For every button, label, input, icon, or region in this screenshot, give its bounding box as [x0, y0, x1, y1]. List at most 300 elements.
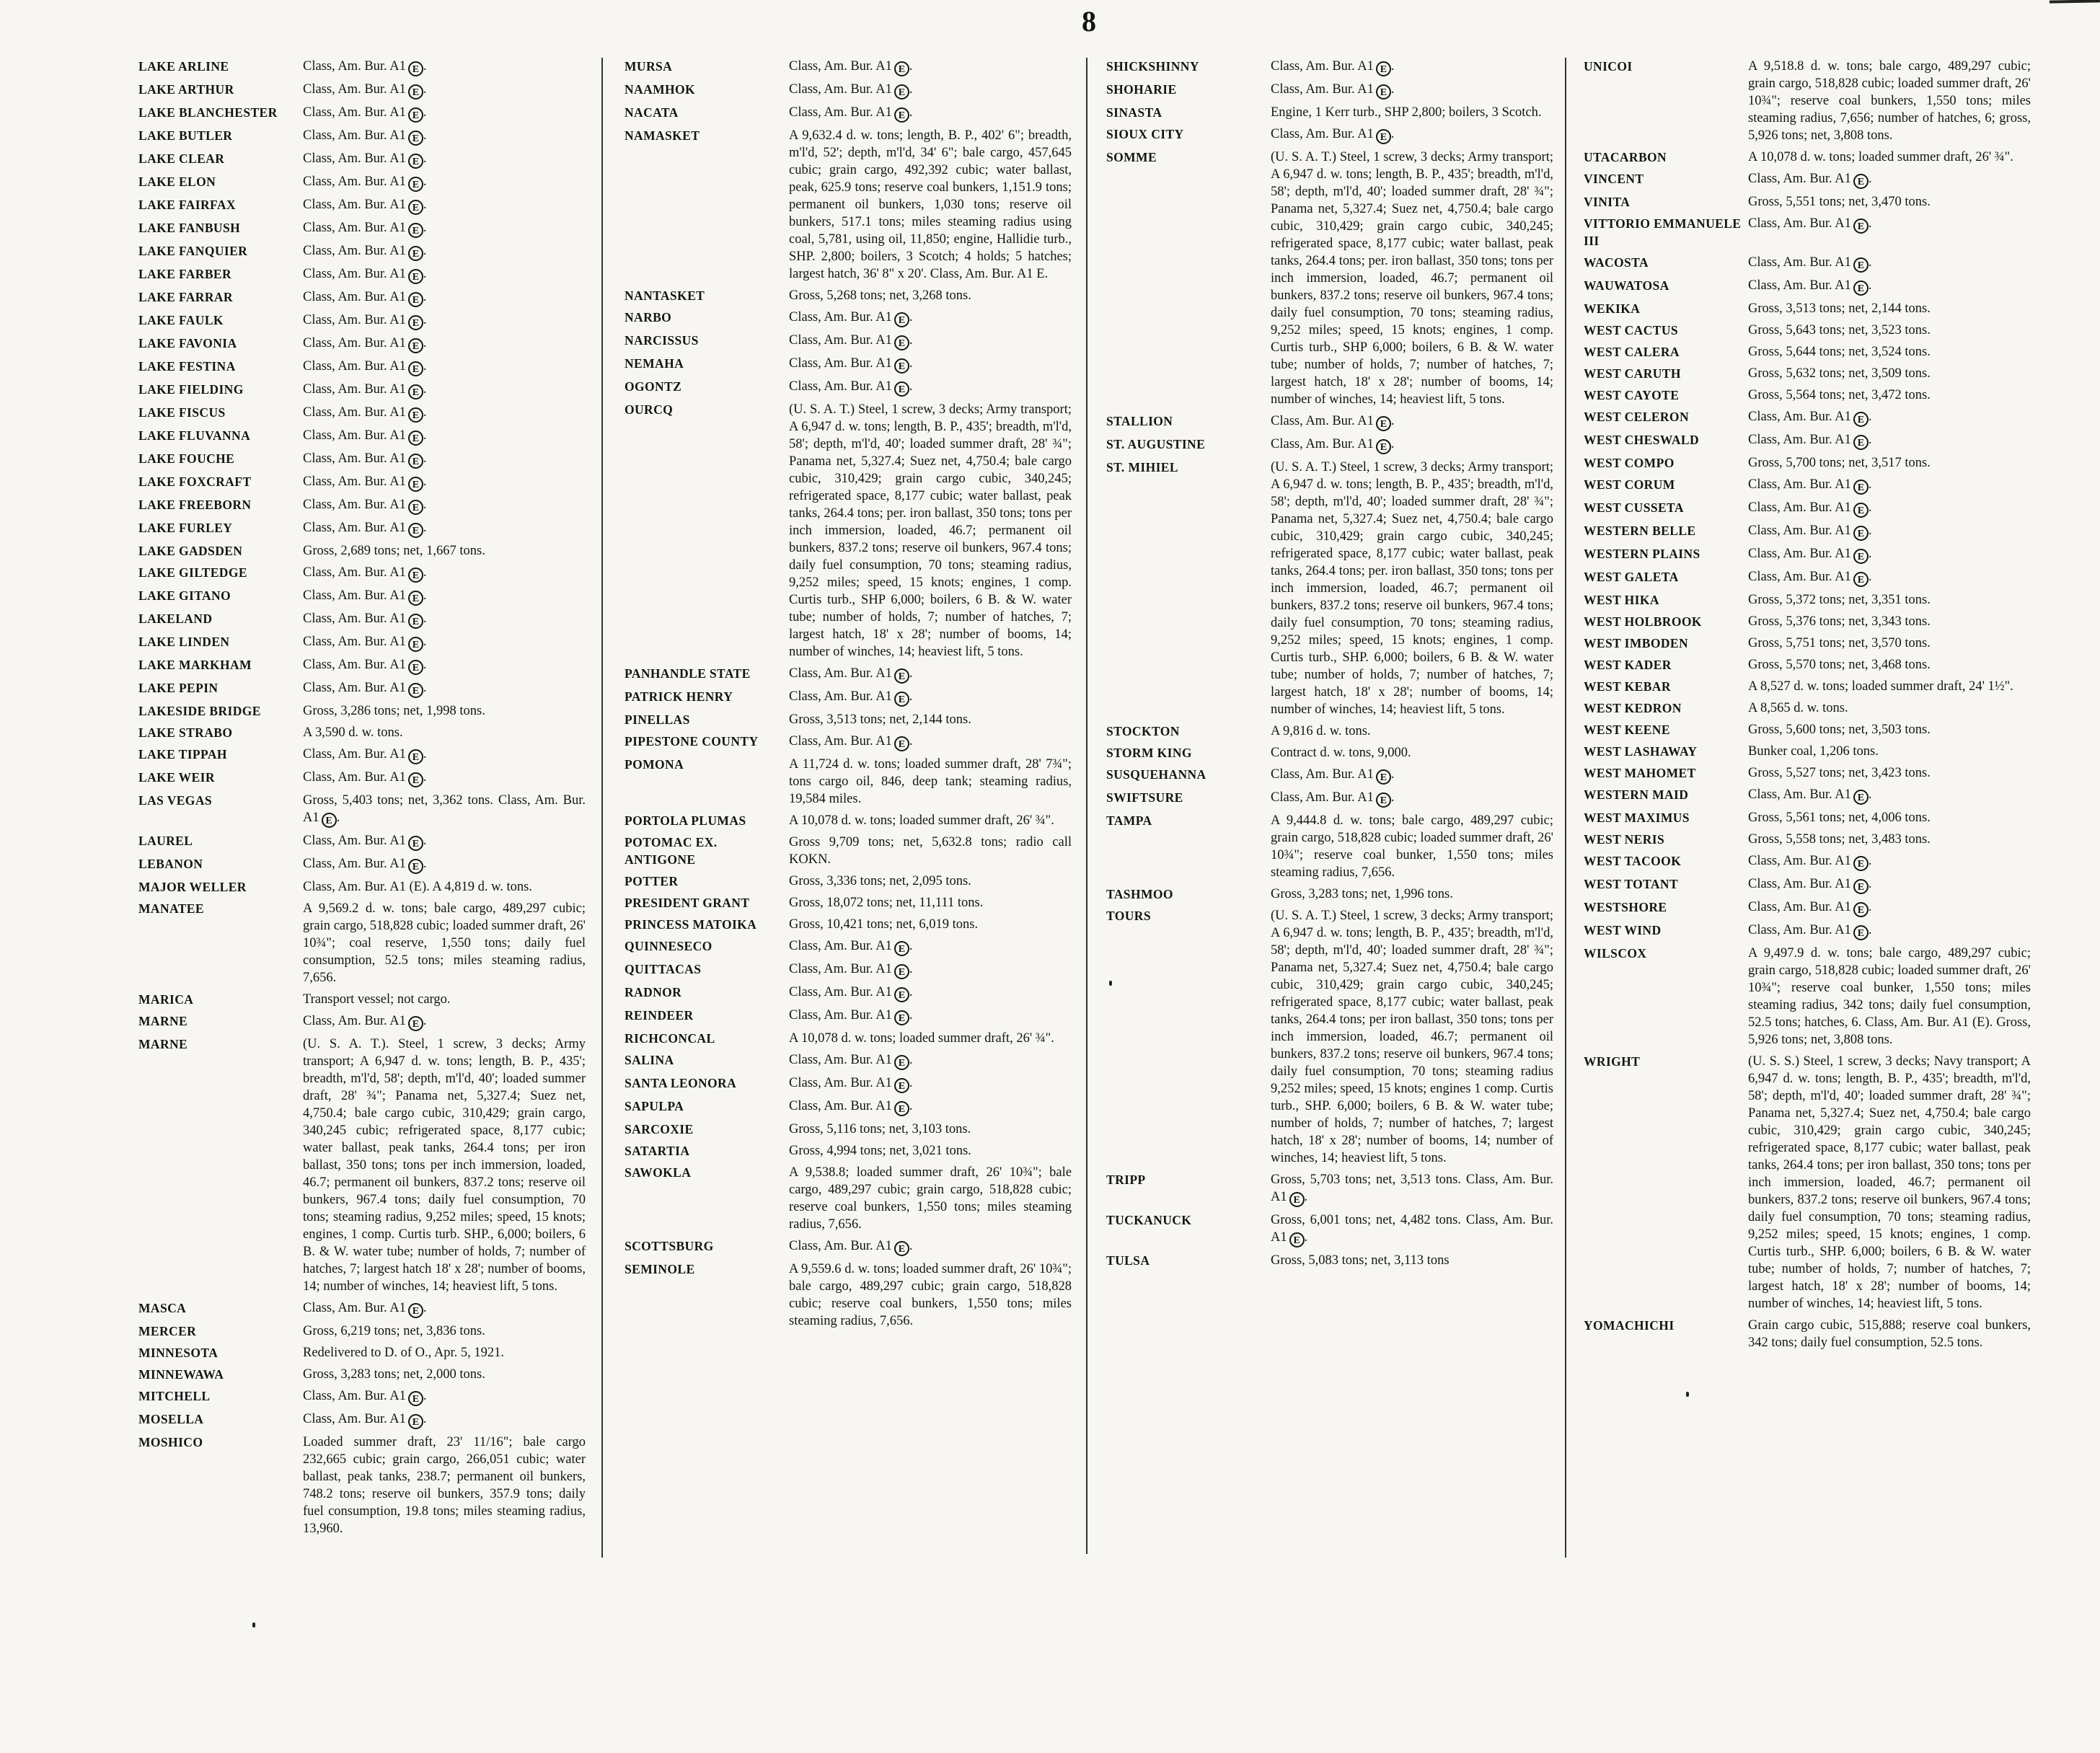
ship-entry	[625, 1098, 1072, 1116]
ship-entry	[1584, 699, 2031, 717]
circled-e-icon: E	[408, 454, 423, 469]
ship-entry	[1106, 459, 1553, 718]
ship-name: ST. AUGUSTINE	[1106, 437, 1206, 451]
ship-description-text: Class, Am. Bur. A1	[1271, 127, 1374, 141]
circled-e-icon: E	[1289, 1192, 1305, 1207]
ship-description	[300, 610, 586, 629]
ship-name: WEST MAXIMUS	[1584, 811, 1690, 825]
ship-description-text: Class, Am. Bur. A1	[303, 635, 406, 649]
ship-description-text: Class, Am. Bur. A1 (E). A 4,819 d. w. tons.	[303, 880, 532, 894]
ship-description	[1745, 408, 2031, 427]
ship-description-text: Bunker coal, 1,206 tons.	[1748, 744, 1879, 759]
ship-description-text: Class, Am. Bur. A1	[303, 747, 406, 761]
ship-description-text: Gross, 3,513 tons; net, 2,144 tons.	[1748, 301, 1931, 316]
circled-e-icon: E	[408, 384, 423, 399]
ship-entry	[625, 733, 1072, 751]
ship-description-text: Gross, 5,558 tons; net, 3,483 tons.	[1748, 832, 1931, 847]
ship-name: WILSCOX	[1584, 946, 1647, 961]
period-mark: .	[1868, 524, 1872, 538]
period-mark: .	[909, 1099, 913, 1113]
circled-e-icon: E	[408, 154, 423, 169]
circled-e-icon: E	[408, 361, 423, 376]
ship-description	[786, 104, 1072, 123]
period-mark: .	[909, 1053, 913, 1067]
ship-name: SIOUX CITY	[1106, 127, 1184, 141]
ship-description	[1745, 58, 2031, 144]
ship-description	[1745, 898, 2031, 917]
ship-entry	[1584, 476, 2031, 495]
ship-description	[786, 58, 1072, 76]
circled-e-icon: E	[408, 523, 423, 538]
ship-description	[300, 104, 586, 123]
ship-name: VINCENT	[1584, 172, 1644, 186]
period-mark: .	[909, 985, 913, 999]
period-mark: .	[423, 359, 427, 374]
ship-name: LAKE GILTEDGE	[138, 565, 247, 580]
ship-description-text: Class, Am. Bur. A1	[789, 985, 892, 999]
ship-name: SARCOXIE	[625, 1122, 694, 1136]
ship-name: WEST KEENE	[1584, 723, 1670, 737]
ship-name: MARNE	[138, 1014, 188, 1028]
ship-description	[1745, 322, 2031, 339]
ship-description-text: Gross, 5,700 tons; net, 3,517 tons.	[1748, 456, 1931, 470]
ship-name: NANTASKET	[625, 288, 705, 303]
ship-entry	[138, 832, 586, 851]
ship-name: WEST KEDRON	[1584, 701, 1682, 715]
ship-description-text: Class, Am. Bur. A1	[1748, 172, 1851, 186]
period-mark: .	[1868, 787, 1872, 802]
ship-entry	[625, 711, 1072, 728]
ship-description	[786, 711, 1072, 728]
ship-description	[1745, 1317, 2031, 1351]
ship-description	[1745, 721, 2031, 738]
ship-description	[1745, 254, 2031, 273]
period-mark: .	[1868, 500, 1872, 515]
ship-description-text: Class, Am. Bur. A1	[303, 428, 406, 443]
ship-entry	[138, 150, 586, 169]
circled-e-icon: E	[1853, 526, 1869, 541]
ship-description	[1745, 743, 2031, 760]
ship-entry	[1106, 1171, 1553, 1207]
ship-entry	[625, 916, 1072, 933]
ship-description	[300, 1344, 586, 1361]
ship-description-text: Class, Am. Bur. A1	[303, 59, 406, 74]
ship-entry	[1106, 149, 1553, 408]
ship-entry	[1584, 193, 2031, 211]
ship-name: MINNEWAWA	[138, 1367, 224, 1382]
ship-description	[300, 404, 586, 423]
ship-name: PIPESTONE COUNTY	[625, 734, 759, 749]
ship-name: LAKE FESTINA	[138, 359, 236, 374]
period-mark: .	[423, 658, 427, 672]
circled-e-icon: E	[894, 736, 909, 751]
ship-description	[300, 542, 586, 560]
period-mark: .	[423, 857, 427, 871]
ship-description-text: Class, Am. Bur. A1	[1748, 854, 1851, 868]
ship-name: LAKE STRABO	[138, 725, 233, 740]
ship-description-text: Class, Am. Bur. A1	[1748, 477, 1851, 492]
period-mark: .	[1390, 59, 1395, 74]
ship-entry	[1584, 568, 2031, 587]
ship-entry	[138, 542, 586, 560]
circled-e-icon: E	[894, 1078, 909, 1093]
ship-name: WESTSHORE	[1584, 900, 1667, 914]
ship-name: WACOSTA	[1584, 255, 1649, 270]
ship-name: LAKE ELON	[138, 175, 216, 189]
ship-name: WEST CHESWALD	[1584, 433, 1699, 447]
ship-description	[1745, 922, 2031, 940]
circled-e-icon: E	[1853, 902, 1869, 917]
ship-entry	[1584, 522, 2031, 541]
ship-description	[300, 450, 586, 469]
ship-description-text: A 9,816 d. w. tons.	[1271, 724, 1371, 738]
ship-description	[1745, 454, 2031, 472]
ship-name: SHOHARIE	[1106, 82, 1177, 97]
ship-name: WEST CACTUS	[1584, 323, 1678, 337]
ship-description-text: Class, Am. Bur. A1	[303, 1412, 406, 1426]
ship-name: WEST KADER	[1584, 658, 1672, 672]
circled-e-icon: E	[894, 107, 909, 123]
ship-description-text: A 9,444.8 d. w. tons; bale cargo, 489,297 cubic; grain cargo, 518,828 cubic; loaded summer draft, 26' 10¾"; reserve coal bunker, 1,550 tons; miles steaming radius, 7,656.	[1271, 813, 1553, 880]
ship-entry	[625, 1121, 1072, 1138]
ship-description	[786, 355, 1072, 374]
scan-speck	[252, 1622, 255, 1628]
period-mark: .	[423, 451, 427, 466]
ship-entry	[138, 58, 586, 76]
ship-description-text: Gross, 5,551 tons; net, 3,470 tons.	[1748, 195, 1931, 209]
ship-description-text: Gross, 18,072 tons; net, 11,111 tons.	[789, 896, 984, 910]
ship-description	[300, 58, 586, 76]
ship-entry	[1106, 812, 1553, 881]
circled-e-icon: E	[894, 692, 909, 707]
ship-name: LAKE LINDEN	[138, 635, 230, 649]
ship-entry	[1584, 545, 2031, 564]
ship-description	[1745, 613, 2031, 630]
ship-name: WAUWATOSA	[1584, 278, 1669, 293]
ship-description	[1745, 1053, 2031, 1312]
ship-description	[786, 812, 1072, 829]
ship-description	[300, 1012, 586, 1031]
ship-entry	[625, 127, 1072, 283]
ship-entry	[1584, 656, 2031, 674]
circled-e-icon: E	[1853, 218, 1869, 234]
ship-description-text: (U. S. A. T.) Steel, 1 screw, 3 decks; Army transport; A 6,947 d. w. tons; length, B. P., 435'; breadth, m'l'd, 58'; depth, m'l'd, 40'; loaded summer draft, 28' ¾"; Panama net, 5,327.4; Suez net, 4,750.4; bale cargo cubic, 310,429; grain cargo cubic, 340,245; refrigerated space, 8,177 cubic; water ballast, peak tanks, 264.4 tons; per. iron ballast, 350 tons; tons per inch immersion, loaded, 46.7; permanent oil bunkers, 837.2 tons; reserve oil bunkers, 967.4 tons; daily fuel consumption, 70 tons; steaming radius, 9,252 miles; speed, 15 knots; engines, 1 comp. Curtis turb., SHP 6,000; boilers, 6 B. & W. water tube; number of holds, 7; number of hatches, 7; largest hatch, 18' x 28'; number of booms, 14; number of winches, 14; heaviest lift, 5 tons.	[789, 402, 1072, 659]
ship-name: MINNESOTA	[138, 1346, 219, 1360]
ship-entry	[138, 564, 586, 583]
ship-description-text: Class, Am. Bur. A1	[303, 221, 406, 235]
ship-entry	[138, 1410, 586, 1429]
ship-description-text: Gross, 10,421 tons; net, 6,019 tons.	[789, 917, 979, 932]
ship-description	[1268, 1211, 1553, 1248]
ship-entry	[138, 656, 586, 675]
ship-name: POMONA	[625, 757, 684, 772]
ship-description-text: Gross, 5,403 tons; net, 3,362 tons. Class, Am. Bur. A1	[303, 793, 586, 825]
ship-description-text: A 10,078 d. w. tons; loaded summer draft, 26' ¾".	[789, 813, 1054, 828]
ship-description-text: Class, Am. Bur. A1	[1748, 570, 1851, 584]
ship-description-text: A 11,724 d. w. tons; loaded summer draft, 28' 7¾"; tons cargo oil, 846, deep tank; steaming radius, 19,584 miles.	[789, 757, 1072, 806]
ship-description-text: Gross, 3,283 tons; net, 2,000 tons.	[303, 1367, 485, 1382]
ship-description-text: A 9,559.6 d. w. tons; loaded summer draft, 26' 10¾"; bale cargo, 489,297 cubic; grain cargo, 518,828 cubic; reserve coal bunkers, 1,550 tons; miles steaming radius, 7,656.	[789, 1262, 1072, 1328]
ship-description-text: Gross, 3,513 tons; net, 2,144 tons.	[789, 712, 971, 727]
period-mark: .	[423, 175, 427, 189]
ship-entry	[625, 287, 1072, 304]
ship-name: LAKE FOUCHE	[138, 451, 235, 466]
ship-entry	[1106, 81, 1553, 100]
period-mark: .	[909, 689, 913, 704]
ship-entry	[1584, 743, 2031, 760]
ship-entry	[625, 665, 1072, 684]
ship-description-text: Gross, 5,643 tons; net, 3,523 tons.	[1748, 323, 1931, 337]
period-mark: .	[1868, 410, 1872, 424]
ship-description-text: Class, Am. Bur. A1	[303, 82, 406, 97]
period-mark: .	[423, 382, 427, 397]
ship-description-text: Class, Am. Bur. A1	[789, 379, 892, 394]
circled-e-icon: E	[408, 315, 423, 330]
ship-description	[300, 724, 586, 741]
period-mark: .	[423, 336, 427, 350]
ship-entry	[625, 1030, 1072, 1047]
ship-description-text: A 9,497.9 d. w. tons; bale cargo, 489,297 cubic; grain cargo, 518,828 cubic; loaded summer draft, 26' 10¾"; reserve coal bunker, 1,550 tons; miles steaming radius, 342 tons; daily fuel consumption, 52.5 tons; hatches, 6. Class, Am. Bur. A1 (E). Gross, 5,926 tons; net, 3,808 tons.	[1748, 946, 2031, 1047]
ship-description-text: Class, Am. Bur. A1	[789, 1053, 892, 1067]
period-mark: .	[423, 59, 427, 74]
period-mark: .	[909, 82, 913, 97]
ship-description	[1268, 58, 1553, 76]
ship-entry	[138, 1036, 586, 1295]
circled-e-icon: E	[408, 683, 423, 698]
ship-description-text: Gross, 5,561 tons; net, 4,006 tons.	[1748, 811, 1931, 825]
ship-description-text: Class, Am. Bur. A1	[1748, 433, 1851, 447]
ship-description	[786, 1030, 1072, 1047]
ship-name: QUINNESECO	[625, 939, 712, 953]
ship-description-text: (U. S. S.) Steel, 1 screw, 3 decks; Navy transport; A 6,947 d. w. tons; length, B. P., 435'; breadth, m'l'd, 58'; depth, m'l'd, 40'; loaded summer draft, 28' ¾"; Panama net, 5,327.4; Suez net, 4,750.4; bale cargo cubic, 310,429; grain cargo cubic, 340,245; refrigerated space, 8,177 cubic; water ballast, peak tanks, 264.4 tons; per iron ballast, 350 tons; tons per inch immersion, loaded, 46.7; permanent oil bunkers, 837.2 tons; reserve oil bunkers, 967.4 tons; daily fuel consumption, 70 tons; steaming radius, 9,252 miles; speed, 15 knots; engines, 1 comp. Curtis turb., SHP. 6,000; boilers, 6 B. & W. water tube; number of holds, 7; number of hatches, 7; largest hatch, 18' x 28'; number of booms, 14; number of winches, 14; heaviest lift, 5 tons.	[1748, 1054, 2031, 1311]
ship-name: MERCER	[138, 1324, 197, 1338]
ship-entry	[1584, 254, 2031, 273]
period-mark: .	[423, 151, 427, 166]
ship-name: TULSA	[1106, 1253, 1150, 1268]
ship-name: LAKE FURLEY	[138, 521, 233, 535]
ship-entry	[1584, 721, 2031, 738]
ship-description	[300, 196, 586, 215]
circled-e-icon: E	[408, 61, 423, 76]
ship-name: SATARTIA	[625, 1144, 690, 1158]
period-mark: .	[1868, 216, 1872, 231]
ship-entry	[138, 288, 586, 307]
ship-description	[300, 702, 586, 720]
circled-e-icon: E	[408, 637, 423, 652]
period-mark: .	[909, 939, 913, 953]
ship-description-text: Class, Am. Bur. A1	[1271, 414, 1374, 428]
ship-entry	[625, 104, 1072, 123]
ship-description	[1745, 809, 2031, 826]
ship-description	[300, 496, 586, 515]
circled-e-icon: E	[408, 177, 423, 192]
period-mark: .	[423, 1301, 427, 1315]
ship-entry	[1584, 875, 2031, 894]
period-mark: .	[1390, 437, 1395, 451]
scan-speck	[1109, 981, 1112, 986]
ship-description-text: Gross, 5,376 tons; net, 3,343 tons.	[1748, 614, 1931, 629]
ship-name: WESTERN BELLE	[1584, 524, 1696, 538]
circled-e-icon: E	[322, 813, 337, 828]
ship-entry	[138, 196, 586, 215]
ship-description	[300, 832, 586, 851]
ship-entry	[138, 610, 586, 629]
period-mark: .	[1304, 1230, 1308, 1245]
ship-description	[786, 1098, 1072, 1116]
period-mark: .	[1868, 433, 1872, 447]
ship-name: WESTERN MAID	[1584, 787, 1689, 802]
ship-name: MARNE	[138, 1037, 188, 1051]
ship-entry	[1106, 58, 1553, 76]
ship-name: LAKE FIELDING	[138, 382, 244, 397]
ship-name: NAAMHOK	[625, 82, 696, 97]
ship-description-text: Gross, 4,994 tons; net, 3,021 tons.	[789, 1144, 971, 1158]
ship-description-text: Gross, 5,644 tons; net, 3,524 tons.	[1748, 345, 1931, 359]
circled-e-icon: E	[408, 859, 423, 874]
ship-entry	[625, 81, 1072, 100]
ship-description-text: Class, Am. Bur. A1	[1748, 255, 1851, 270]
ship-name: MITCHELL	[138, 1389, 211, 1403]
ship-name: SINASTA	[1106, 105, 1162, 120]
ship-entry	[138, 450, 586, 469]
circled-e-icon: E	[408, 1016, 423, 1031]
circled-e-icon: E	[1853, 281, 1869, 296]
period-mark: .	[1304, 1190, 1308, 1204]
ship-description-text: Class, Am. Bur. A1	[1271, 59, 1374, 74]
ship-name: LAKE FAIRFAX	[138, 198, 236, 212]
ship-name: PINELLAS	[625, 712, 690, 727]
circled-e-icon: E	[894, 964, 909, 979]
ship-description	[300, 1387, 586, 1406]
ship-description	[300, 127, 586, 146]
ship-entry	[138, 724, 586, 741]
scan-speck	[1686, 1392, 1689, 1397]
ship-name: LAKE FAULK	[138, 313, 224, 327]
ship-description-text: Class, Am. Bur. A1	[303, 681, 406, 695]
ship-entry	[625, 1074, 1072, 1093]
period-mark: .	[423, 770, 427, 785]
period-mark: .	[423, 82, 427, 97]
circled-e-icon: E	[408, 223, 423, 238]
ship-name: RICHCONCAL	[625, 1031, 715, 1046]
ship-entry	[1106, 723, 1553, 740]
ship-entry	[625, 378, 1072, 397]
column-2	[625, 58, 1072, 1334]
ship-name: STALLION	[1106, 414, 1173, 428]
period-mark: .	[423, 1014, 427, 1028]
ship-entry	[138, 1366, 586, 1383]
ship-entry	[138, 358, 586, 376]
period-mark: .	[423, 221, 427, 235]
ship-entry	[138, 633, 586, 652]
ship-name: PRINCESS MATOIKA	[625, 917, 757, 932]
period-mark: .	[909, 734, 913, 749]
period-mark: .	[1868, 854, 1872, 868]
ship-name: WEST HOLBROOK	[1584, 614, 1702, 629]
ship-description	[786, 894, 1072, 911]
ship-description	[1268, 412, 1553, 431]
ship-name: WEST GALETA	[1584, 570, 1679, 584]
ship-description-text: Class, Am. Bur. A1	[303, 498, 406, 512]
ship-entry	[138, 335, 586, 353]
ship-name: PORTOLA PLUMAS	[625, 813, 746, 828]
ship-entry	[1584, 1317, 2031, 1351]
circled-e-icon: E	[1376, 84, 1391, 100]
ship-description-text: (U. S. A. T.) Steel, 1 screw, 3 decks; Army transport; A 6,947 d. w. tons; length, B. P., 435'; breadth, m'l'd, 58'; depth, m'l'd, 40'; loaded summer draft, 28' ¾"; Panama net, 5,327.4; Suez net, 4,750.4; bale cargo cubic, 310,429; grain cargo cubic, 340,245; refrigerated space, 8,177 cubic; water ballast, peak tanks, 264.4 tons; per. iron ballast, 350 tons; tons per inch immersion, loaded, 46.7; permanent oil bunkers, 837.2 tons; reserve oil bunkers, 967.4 tons; daily fuel consumption, 70 tons; steaming radius, 9,252 miles; speed, 15 knots; engines, 1 comp. Curtis turb., SHP. 6,000; boilers, 6 B. & W. water tube; number of holds, 7; number of hatches, 7; largest hatch, 18' x 28'; number of booms, 14; number of winches, 14; heaviest lift, 5 tons.	[1271, 460, 1553, 717]
ship-description-text: A 8,565 d. w. tons.	[1748, 701, 1848, 715]
ship-description	[1268, 766, 1553, 785]
circled-e-icon: E	[894, 358, 909, 374]
period-mark: .	[423, 681, 427, 695]
ship-description	[1745, 699, 2031, 717]
ship-description-text: Class, Am. Bur. A1	[303, 1014, 406, 1028]
ship-name: LAKE FAVONIA	[138, 336, 237, 350]
circled-e-icon: E	[1853, 503, 1869, 518]
ship-description-text: Class, Am. Bur. A1	[1748, 278, 1851, 293]
period-mark: .	[423, 198, 427, 212]
ship-name: MARICA	[138, 992, 194, 1007]
circled-e-icon: E	[408, 430, 423, 446]
ship-description	[300, 656, 586, 675]
ship-name: LAKE TIPPAH	[138, 747, 227, 761]
ship-description	[300, 878, 586, 896]
ship-description-text: A 10,078 d. w. tons; loaded summer draft, 26' ¾".	[789, 1031, 1054, 1046]
ship-description-text: Class, Am. Bur. A1	[1271, 767, 1374, 782]
ship-description	[300, 1434, 586, 1537]
circled-e-icon: E	[408, 269, 423, 284]
ship-description-text: Class, Am. Bur. A1	[789, 1239, 892, 1253]
ship-description	[1268, 149, 1553, 408]
ship-entry	[625, 1142, 1072, 1160]
circled-e-icon: E	[408, 107, 423, 123]
ship-name: PRESIDENT GRANT	[625, 896, 750, 910]
ship-entry	[1584, 1053, 2031, 1312]
ship-name: QUITTACAS	[625, 962, 702, 976]
ship-description-text: A 3,590 d. w. tons.	[303, 725, 403, 740]
ship-description-text: A 9,569.2 d. w. tons; bale cargo, 489,297 cubic; grain cargo, 518,828 cubic; loaded summer draft, 26' 10¾"; coal reserve, 1,550 tons; daily fuel consumption, 52.5 tons; miles steaming radius, 7,656.	[303, 901, 586, 985]
ship-description-text: Class, Am. Bur. A1	[303, 834, 406, 848]
period-mark: .	[1868, 547, 1872, 561]
ship-description-text: Class, Am. Bur. A1	[303, 588, 406, 603]
ship-entry	[625, 1051, 1072, 1070]
circled-e-icon: E	[408, 614, 423, 629]
ship-entry	[625, 1164, 1072, 1233]
circled-e-icon: E	[1853, 856, 1869, 871]
ship-description	[1745, 852, 2031, 871]
period-mark: .	[909, 310, 913, 324]
ship-description-text: Gross, 3,286 tons; net, 1,998 tons.	[303, 704, 485, 718]
circled-e-icon: E	[408, 772, 423, 787]
ship-entry	[625, 834, 1072, 868]
ship-description-text: Class, Am. Bur. A1	[789, 333, 892, 348]
period-mark: .	[909, 962, 913, 976]
circled-e-icon: E	[1853, 480, 1869, 495]
period-mark: .	[423, 834, 427, 848]
ship-entry	[1584, 945, 2031, 1048]
period-mark: .	[1868, 570, 1872, 584]
ship-entry	[1584, 343, 2031, 361]
ship-description	[786, 873, 1072, 890]
ship-description-text: Class, Am. Bur. A1	[1748, 216, 1851, 231]
period-mark: .	[423, 267, 427, 281]
ship-name: LAKE BLANCHESTER	[138, 105, 278, 120]
ship-name: MOSELLA	[138, 1412, 204, 1426]
period-mark: .	[423, 747, 427, 761]
ship-entry	[138, 242, 586, 261]
circled-e-icon: E	[894, 1010, 909, 1025]
ship-name: LAUREL	[138, 834, 193, 848]
period-mark: .	[909, 356, 913, 371]
